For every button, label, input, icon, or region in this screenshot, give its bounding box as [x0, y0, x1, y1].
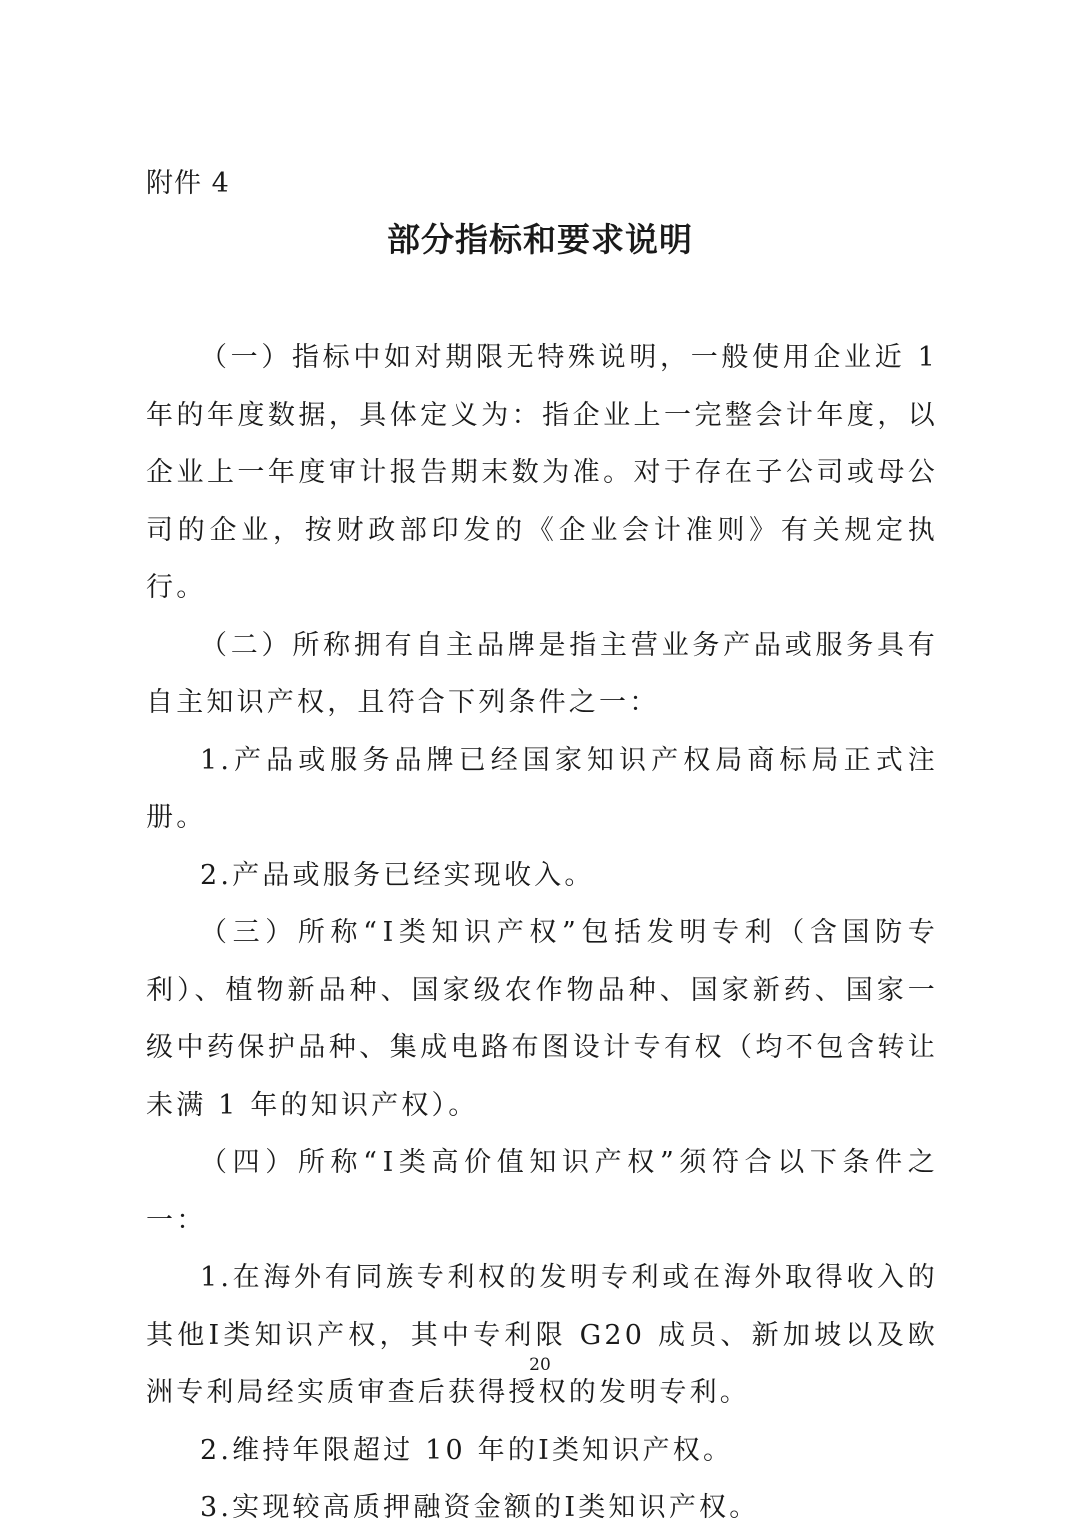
paragraph-period-definition: （一）指标中如对期限无特殊说明，一般使用企业近 1 年的年度数据，具体定义为：指企业上一完整会计年度，以企业上一年度审计报告期末数为准。对于存在子公司或母公司的企业，按财政部印发的《企业会计准则》有关规定执行。	[146, 342, 938, 603]
paragraph-high-value-condition-2: 2.维持年限超过 10 年的Ⅰ类知识产权。	[200, 1434, 734, 1466]
paragraph-brand-condition-2: 2.产品或服务已经实现收入。	[200, 859, 595, 891]
paragraph-high-value-condition-1: 1.在海外有同族专利权的发明专利或在海外取得收入的其他Ⅰ类知识产权，其中专利限 G20 成员、新加坡以及欧洲专利局经实质审查后获得授权的发明专利。	[146, 1262, 938, 1408]
paragraph-brand-condition-1: 1.产品或服务品牌已经国家知识产权局商标局正式注册。	[146, 744, 938, 833]
paragraph-high-value-condition-3: 3.实现较高质押融资金额的Ⅰ类知识产权。	[200, 1492, 760, 1523]
page-number: 20	[529, 1355, 551, 1375]
document-title: 部分指标和要求说明	[387, 220, 693, 259]
paragraph-high-value-ip: （四）所称“Ⅰ类高价值知识产权”须符合以下条件之一：	[146, 1147, 938, 1236]
paragraph-own-brand: （二）所称拥有自主品牌是指主营业务产品或服务具有自主知识产权，且符合下列条件之一：	[146, 629, 938, 718]
paragraph-class-one-ip: （三）所称“Ⅰ类知识产权”包括发明专利（含国防专利）、植物新品种、国家级农作物品种、国家新药、国家一级中药保护品种、集成电路布图设计专有权（均不包含转让未满 1 年的知识产权）。	[146, 917, 938, 1121]
attachment-label: 附件 4	[146, 168, 230, 199]
